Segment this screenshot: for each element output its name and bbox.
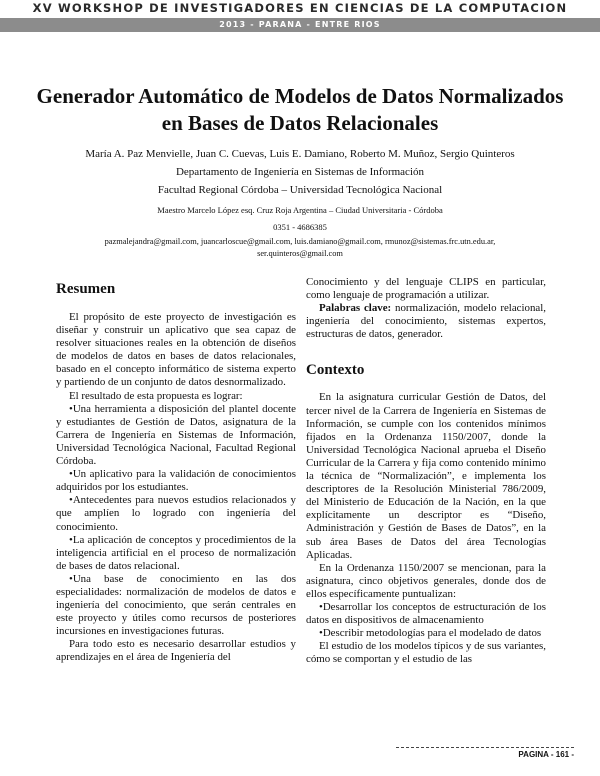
- page-number: PAGINA - 161 -: [518, 750, 574, 759]
- contexto-heading: Contexto: [306, 362, 365, 379]
- affiliation-faculty: Facultad Regional Córdoba – Universidad Tecnológica Nacional: [157, 184, 443, 196]
- keywords: [306, 302, 546, 341]
- resumen-paragraph-3-continued: Conocimiento y del lenguaje CLIPS en particular, como lenguaje de programación a utilizar.: [306, 276, 546, 302]
- author-emails: [30, 236, 570, 259]
- resumen-bullet-2: •Un aplicativo para la validación de conocimientos adquiridos por los estudiantes.: [56, 468, 296, 494]
- resumen-paragraph-3: Para todo esto es necesario desarrollar estudios y aprendizajes en el área de Ingeniería del: [56, 638, 296, 664]
- affiliation-address: Maestro Marcelo López esq. Cruz Roja Argentina – Ciudad Universitaria - Córdoba: [157, 205, 443, 215]
- title-line-1: Generador Automático de Modelos de Datos Normalizados: [36, 84, 564, 108]
- affiliation-dept: Departamento de Ingeniería en Sistemas de Información: [175, 166, 424, 178]
- resumen-bullet-1: •Una herramienta a disposición del plantel docente y estudiantes de Gestión de Datos, asignatura de la Carrera de Ingeniería en Sistemas de Información, Universidad Tecnológica Nacional, Facultad Regional Córdoba.: [56, 402, 296, 468]
- resumen-paragraph-1: El propósito de este proyecto de investigación es diseñar y construir un aplicativo que sea capaz de resolver situaciones reales en la obtención de diseños de modelos de datos en bases de datos relacionales, basado en el concepto informático de sistema experto y partiendo de un conjunto de datos desnormalizado.: [56, 311, 296, 389]
- emails-line-2: ser.quinteros@gmail.com: [257, 248, 343, 258]
- emails-line-1: pazmalejandra@gmail.com, juancarloscue@gmail.com, luis.damiano@gmail.com, rmunoz@sistemas.frc.utn.edu.ar,: [104, 237, 496, 246]
- keywords-label: Palabras clave:: [319, 302, 392, 315]
- keywords-text: normalización, modelo relacional, ingeniería del conocimiento, sistemas expertos, estructuras de datos, generador.: [306, 302, 546, 341]
- paper-title: [30, 83, 570, 137]
- authors: María A. Paz Menvielle, Juan C. Cuevas, Luis E. Damiano, Roberto M. Muñoz, Sergio Quinteros: [85, 148, 515, 160]
- contexto-bullet-2: •Describir metodologías para el modelado de datos: [319, 627, 542, 640]
- resumen-paragraph-2: El resultado de esta propuesta es lograr:: [69, 389, 243, 402]
- workshop-header: XV WORKSHOP DE INVESTIGADORES EN CIENCIAS DE LA COMPUTACION: [0, 0, 600, 16]
- footer-rule: [396, 747, 574, 748]
- resumen-bullet-4: •La aplicación de conceptos y procedimientos de la inteligencia artificial en el proceso de normalización de bases de datos relacional.: [56, 533, 296, 572]
- affiliation-phone: 0351 - 4686385: [273, 222, 327, 232]
- contexto-paragraph-3: El estudio de los modelos típicos y de sus variantes, cómo se comportan y el estudio de las: [306, 640, 546, 666]
- resumen-heading: Resumen: [56, 281, 116, 297]
- contexto-paragraph-2: En la Ordenanza 1150/2007 se mencionan, para la asignatura, cinco objetivos generales, donde dos de ellos específicamente puntualizan:: [306, 561, 546, 600]
- contexto-paragraph-1: En la asignatura curricular Gestión de Datos, del tercer nivel de la Carrera de Ingeniería en Sistemas de Información, se cumple con los contenidos mínimos fijados en la Ordenanza 1150/2007, donde la Universidad Tecnológica Nacional aprueba el Diseño Curricular de la Carrera y fija como contenido mínimo la técnica de “Normalización”, e implementa los descriptores de la Resolución Ministerial 786/2009, del Ministerio de Educación de la Nación, en la que explícitamente un descriptor es “Diseño, Administración y Gestión de Bases de Datos”, en la sub área Bases de Datos del área Tecnologías Aplicadas.: [306, 391, 546, 561]
- title-line-2: en Bases de Datos Relacionales: [161, 111, 439, 135]
- right-column: [306, 276, 546, 666]
- left-column: [56, 280, 296, 665]
- contexto-bullet-1: •Desarrollar los conceptos de estructuración de los datos en dispositivos de almacenamiento: [306, 600, 546, 627]
- venue-bar: 2013 - PARANA - ENTRE RIOS: [0, 18, 600, 32]
- resumen-bullet-3: •Antecedentes para nuevos estudios relacionados y que amplíen lo logrado con ingeniería del conocimiento.: [56, 494, 296, 533]
- resumen-bullet-5: •Una base de conocimiento en las dos especialidades: normalización de modelos de datos e ingeniería del conocimiento, que serán centrales en este proyecto y útiles como recursos de posteriores incursiones en investigaciones futuras.: [56, 572, 296, 638]
